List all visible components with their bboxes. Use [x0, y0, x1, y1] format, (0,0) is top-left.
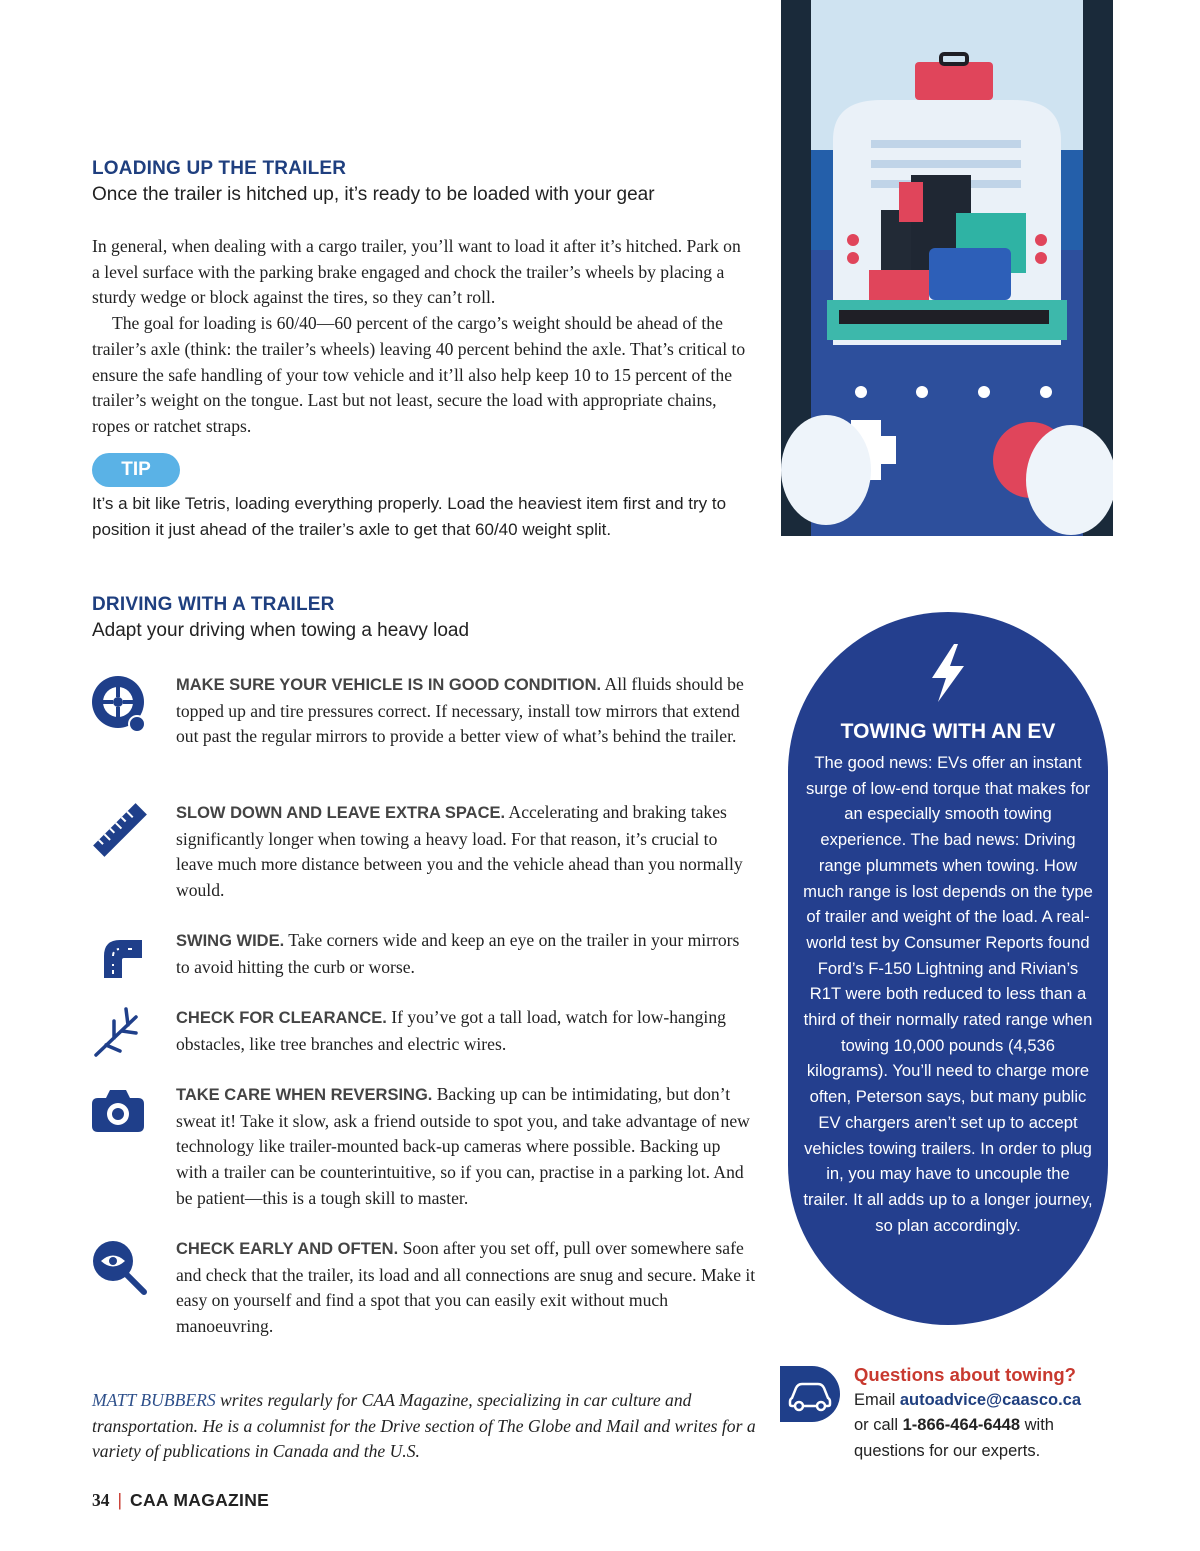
contact-phone-prefix: or call	[854, 1416, 903, 1435]
tip-item-body: Soon after you set off, pull over somewhere safe and check that the trailer, its load and all connections are snug and secure. Make it easy on yourself and find a spot that you can easily exit without much manoeuvring.	[176, 1238, 756, 1337]
section-heading-driving: DRIVING WITH A TRAILER	[92, 594, 335, 615]
section-subheading-driving: Adapt your driving when towing a heavy load	[92, 620, 470, 641]
tip-item-text	[176, 800, 756, 904]
tip-item-text	[176, 1005, 756, 1057]
contact-badge	[780, 1366, 840, 1422]
tip-item-body: Backing up can be intimidating, but don’t sweat it! Take it slow, ask a friend outside to spot you, and take advantage of new technology like trailer-mounted back-up cameras where possible. Backing up with a trailer can be counterintuitive, so if you can, practise in a parking lot. And be patient—this is a tough skill to master.	[176, 1084, 750, 1208]
tire-gauge-icon	[92, 676, 148, 732]
magnifier-eye-icon	[92, 1240, 148, 1296]
loading-paragraph-1: In general, when dealing with a cargo trailer, you’ll want to load it after it’s hitched. Park on a level surface with the parking brake engaged and chock the trailer’s wheels by placing a sturdy wedge or block against the tires, so they can’t roll.	[92, 236, 741, 308]
contact-phone-number[interactable]: 1-866-464-6448	[902, 1416, 1021, 1435]
contact-phone-line	[854, 1413, 1174, 1439]
lightning-icon	[924, 642, 972, 704]
author-bio	[92, 1388, 772, 1465]
loading-body	[92, 234, 752, 440]
loading-paragraph-2: The goal for loading is 60/40—60 percent of the cargo’s weight should be ahead of the trailer’s axle (think: the trailer’s wheels) leaving 40 percent behind the axle. That’s critical to ensure the safe handling of your tow vehicle and it’ll also help keep 10 to 15 percent of the trailer’s weight on the tongue. Last but not least, secure the load with appropriate chains, ropes or ratchet straps.	[92, 313, 746, 436]
tip-item-lead: CHECK EARLY AND OFTEN.	[176, 1240, 399, 1258]
contact-question: Questions about towing?	[854, 1364, 1076, 1385]
tip-item-text	[176, 928, 756, 980]
ev-sidebar-body: The good news: EVs offer an instant surge of low-end torque that makes for an especially smooth towing experience. The bad news: Driving range plummets when towing. How much range is lost depends on the type of trailer and weight of the load. A real-world test by Consumer Reports found Ford’s F-150 Lightning and Rivian’s R1T were both reduced to less than a third of their normally rated range when towing 10,000 pounds (4,536 kilograms). You’ll need to charge more often, Peterson says, but many public EV chargers aren’t set up to accept vehicles towing trailers. In order to plug in, you may have to uncouple the trailer. It all adds up to a longer journey, so plan accordingly.	[803, 753, 1093, 1235]
tip-item-text	[176, 1082, 756, 1212]
tip-item-body: Take corners wide and keep an eye on the trailer in your mirrors to avoid hitting the curb or worse.	[176, 930, 740, 977]
footer-separator: |	[117, 1490, 123, 1510]
car-icon	[780, 1366, 840, 1422]
curved-road-icon	[92, 930, 148, 986]
contact-email-prefix: Email	[854, 1390, 900, 1409]
contact-email-line	[854, 1388, 1174, 1414]
ruler-icon	[92, 802, 148, 858]
contact-phone-suffix: with	[1020, 1416, 1054, 1435]
tip-item-body: Accelerating and braking takes significantly longer when towing a heavy load. For that reason, it’s crucial to leave much more distance between you and the vehicle ahead than you normally would.	[176, 802, 743, 901]
page-number: 34	[92, 1490, 110, 1510]
tip-item-lead: CHECK FOR CLEARANCE.	[176, 1009, 387, 1027]
section-subheading-loading: Once the trailer is hitched up, it’s ready to be loaded with your gear	[92, 184, 655, 205]
tip-item-body: All fluids should be topped up and tire pressures correct. If necessary, install tow mirrors that extend out past the regular mirrors to provide a better view of what’s behind the trailer.	[176, 674, 744, 747]
camera-icon	[92, 1084, 148, 1140]
tip-item-lead: TAKE CARE WHEN REVERSING.	[176, 1086, 433, 1104]
tip-text: It’s a bit like Tetris, loading everything properly. Load the heaviest item first and try to position it just ahead of the trailer’s axle to get that 60/40 weight split.	[92, 494, 727, 539]
ev-sidebar-title: TOWING WITH AN EV	[840, 720, 1056, 743]
tip-item-text	[176, 1236, 756, 1340]
magazine-name: CAA MAGAZINE	[130, 1490, 270, 1510]
author-bio-text: writes regularly for CAA Magazine, specializing in car culture and transportation. He is a columnist for the Drive section of The Globe and Mail and writes for a variety of publications in Canada and the U.S.	[92, 1390, 756, 1462]
tip-item-lead: SLOW DOWN AND LEAVE EXTRA SPACE.	[176, 804, 506, 822]
tip-item-lead: SWING WIDE.	[176, 932, 285, 950]
page-footer	[92, 1490, 269, 1511]
tip-badge: TIP	[92, 453, 180, 487]
contact-block	[854, 1362, 1174, 1465]
branch-icon	[92, 1005, 148, 1061]
section-heading-loading: LOADING UP THE TRAILER	[92, 158, 347, 179]
tip-item-body: If you’ve got a tall load, watch for low-hanging obstacles, like tree branches and electric wires.	[176, 1007, 726, 1054]
author-name: MATT BUBBERS	[92, 1390, 216, 1410]
tip-item-text	[176, 672, 756, 750]
contact-line-3: questions for our experts.	[854, 1442, 1041, 1461]
contact-email-link[interactable]: autoadvice@caasco.ca	[899, 1390, 1082, 1409]
tip-item-lead: MAKE SURE YOUR VEHICLE IS IN GOOD CONDITION.	[176, 676, 602, 694]
ev-sidebar	[788, 612, 1108, 1325]
trailer-loading-illustration	[781, 0, 1113, 536]
